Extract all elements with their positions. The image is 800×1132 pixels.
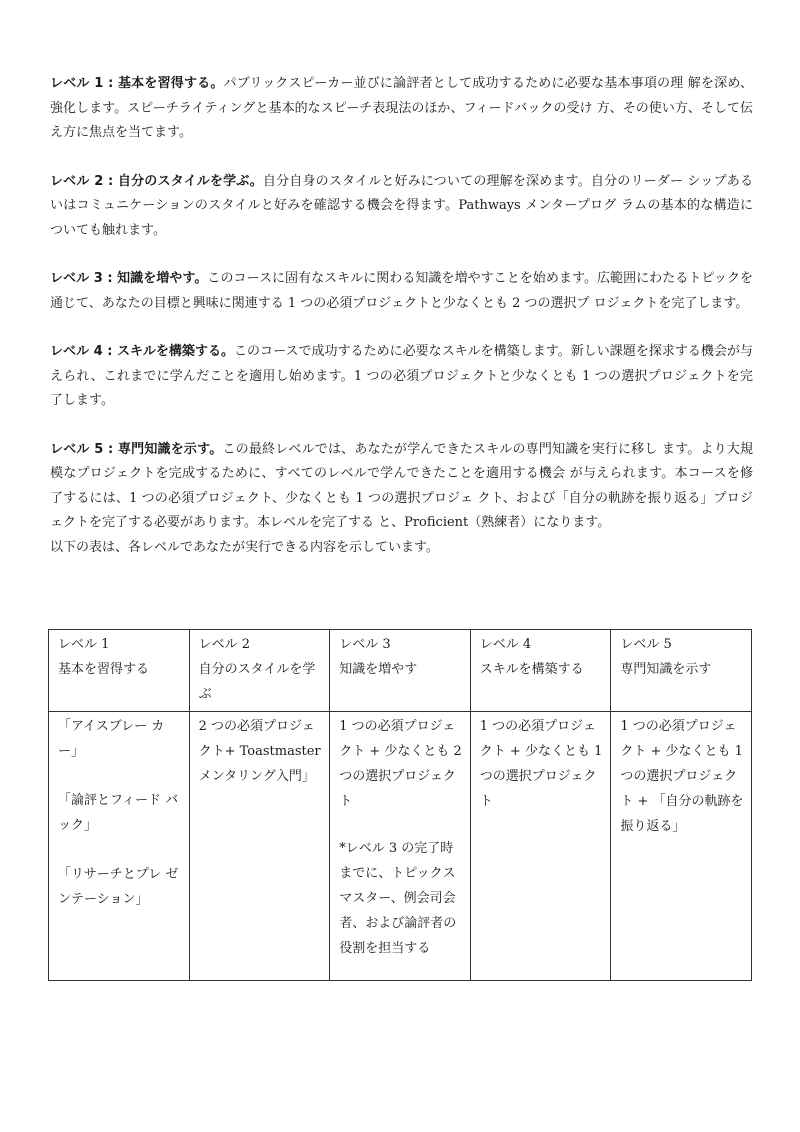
project-item: 1 つの必須プロジェクト + 少なくとも 1 つの選択プロジェクト + 「自分の軌跡を振り返る」 (620, 719, 744, 834)
project-item: 1 つの必須プロジェクト + 少なくとも 2 つの選択プロジェクト (339, 719, 462, 809)
level-5-text: この最終レベルでは、あなたが学んできたスキルの専門知識を実行に移し ます。より大規模なプロジェクトを完成するために、すべてのレベルで学んできたことを適用する機会 が与えられます。本コースを修了するには、1 つの必須プロジェクト、少なくとも 1 つの選択プロジェ クト、および「自分の軌跡を振り返る」プロジェクトを完了する必要があります。本レベルを完了する と、Proficient（熟練者）になります。 (50, 441, 753, 530)
level-3-paragraph (50, 267, 753, 316)
level-3-projects-cell (330, 712, 471, 981)
project-item: 「論評とフィード バック」 (58, 793, 179, 833)
level-1-projects-cell (49, 712, 190, 981)
header-level: レベル 5 (620, 637, 672, 652)
project-item: 1 つの必須プロジェクト + 少なくとも 1 つの選択プロジェクト (479, 719, 603, 809)
level-5-projects-cell (611, 712, 752, 981)
level-1-paragraph (50, 72, 753, 146)
table-row (49, 712, 752, 981)
level-5-lead: レベル 5 : 専門知識を示す。 (50, 441, 223, 457)
project-item: 「アイスブレー カー」 (58, 719, 165, 759)
header-cell-level-2 (189, 630, 330, 712)
header-level: レベル 2 (198, 637, 250, 652)
level-3-note: *レベル 3 の完了時までに、トピックスマスター、例会司会者、および論評者の役割を担当する (339, 841, 457, 956)
header-title: 基本を習得する (58, 662, 150, 677)
level-4-paragraph (50, 340, 753, 414)
header-cell-level-3 (330, 630, 471, 712)
header-level: レベル 1 (58, 637, 110, 652)
header-title: スキルを構築する (479, 662, 584, 677)
header-title: 自分のスタイルを学ぶ (198, 662, 316, 702)
level-1-text: パブリックスピーカー並びに論評者として成功するために必要な基本事項の理 解を深め、強化します。スピーチライティングと基本的なスピーチ表現法のほか、フィードバックの受け 方、その使い方、そして伝え方に焦点を当てます。 (50, 76, 753, 140)
project-item: 「リサーチとプレ ゼンテーション」 (58, 867, 179, 907)
level-2-projects-cell (189, 712, 330, 981)
header-cell-level-4 (470, 630, 611, 712)
level-3-lead: レベル 3 : 知識を増やす。 (50, 271, 208, 286)
header-cell-level-5 (611, 630, 752, 712)
project-item: 2 つの必須プロジェクト+ Toastmaster メンタリング入門」 (198, 719, 321, 784)
header-cell-level-1 (49, 630, 190, 712)
header-title: 専門知識を示す (620, 662, 712, 677)
level-2-lead: レベル 2 : 自分のスタイルを学ぶ。 (50, 173, 263, 189)
level-4-lead: レベル 4 : スキルを構築する。 (50, 344, 235, 359)
level-2-paragraph (50, 170, 753, 244)
level-2-text: 自分自身のスタイルと好みについての理解を深めます。自分のリーダー シップあるいはコミュニケーションのスタイルと好みを確認する機会を得ます。Pathways メンタープログ ラムの基本的な構造についても触れます。 (50, 173, 753, 238)
level-3-text: このコースに固有なスキルに関わる知識を増やすことを始めます。広範囲にわたるトピックを通じて、あなたの目標と興味に関連する 1 つの必須プロジェクトと少なくとも 2 つの選択プ ロジェクトを完了します。 (50, 271, 753, 311)
level-descriptions (50, 72, 753, 560)
header-level: レベル 3 (339, 637, 391, 652)
levels-table (48, 629, 752, 981)
header-title: 知識を増やす (339, 662, 418, 677)
level-4-projects-cell (470, 712, 611, 981)
header-level: レベル 4 (479, 637, 532, 652)
table-intro: 以下の表は、各レベルであなたが実行できる内容を示しています。 (50, 539, 439, 555)
table-header-row (49, 630, 752, 712)
level-1-lead: レベル 1 : 基本を習得する。 (50, 76, 224, 91)
level-5-paragraph (50, 438, 753, 536)
level-4-text: このコースで成功するために必要なスキルを構築します。新しい課題を探求する機会が与えられ、これまでに学んだことを適用し始めます。1 つの必須プロジェクトと少なくとも 1 つの選択プロジェクトを完了します。 (50, 344, 753, 408)
